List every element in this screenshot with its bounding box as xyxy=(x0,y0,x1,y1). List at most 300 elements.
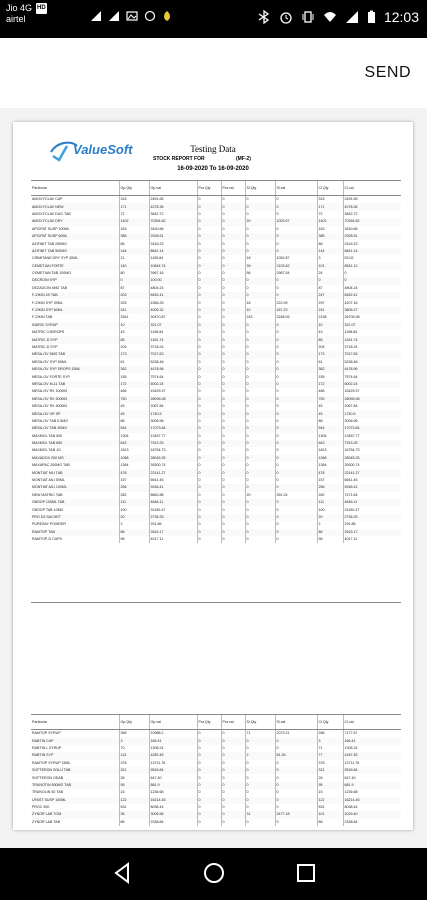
table-cell: 0 xyxy=(275,366,317,373)
table-cell: 13711.76 xyxy=(149,760,197,767)
stock-table-page2 xyxy=(31,714,401,826)
table-cell: 100 xyxy=(119,506,149,513)
table-cell: 0 xyxy=(221,226,245,233)
table-cell: 20 xyxy=(317,514,343,521)
table-cell: 2067.84 xyxy=(343,403,401,410)
table-cell: 0 xyxy=(221,730,245,738)
table-cell: 0 xyxy=(197,767,221,774)
table-cell: 376 xyxy=(119,760,149,767)
table-cell: 10 xyxy=(317,322,343,329)
table-cell: 0 xyxy=(275,373,317,380)
table-cell: 95 xyxy=(119,782,149,789)
table-cell: 0 xyxy=(221,536,245,543)
table-cell: F-ZIKIN SYP 60ML xyxy=(31,307,119,314)
column-header: Op.Qty xyxy=(119,181,149,196)
table-cell: 0 xyxy=(197,240,221,247)
table-cell: 86 xyxy=(119,819,149,826)
table-cell: 0 xyxy=(197,529,221,536)
table-cell: 45 xyxy=(119,410,149,417)
clock: 12:03 xyxy=(383,9,419,25)
table-cell: MAXMOL TAB 1G xyxy=(32,448,61,453)
table-row xyxy=(31,248,401,255)
table-cell: 315 xyxy=(317,196,343,204)
table-cell: 0 xyxy=(275,410,317,417)
table-cell: RAMTOP SYRUP xyxy=(32,731,61,736)
table-cell: 0 xyxy=(221,307,245,314)
table-row xyxy=(31,506,401,513)
table-cell: 0 xyxy=(245,403,275,410)
table-cell: 0 xyxy=(245,240,275,247)
table-cell: 0 xyxy=(275,329,317,336)
table-cell: 18 xyxy=(245,255,275,262)
table-cell: 0 xyxy=(197,410,221,417)
table-cell: MAXMOL TAB 500 xyxy=(32,433,63,438)
table-cell: 0 xyxy=(197,388,221,395)
table-cell: RAMTOP SYRUP 15ML xyxy=(32,760,71,765)
table-cell: 24 xyxy=(317,270,343,277)
table-cell: 26 xyxy=(119,774,149,781)
table-cell: 5238.46 xyxy=(343,359,401,366)
table-cell: 157 xyxy=(119,477,149,484)
table-cell: 0 xyxy=(245,469,275,476)
table-cell: 4017.11 xyxy=(149,536,197,543)
table-cell: 0 xyxy=(275,418,317,425)
column-header: Op.Qty xyxy=(119,715,149,730)
table-cell: 0 xyxy=(275,506,317,513)
table-cell: UFAST SUSP 100ML xyxy=(31,797,119,804)
table-cell: ONSOP 100ML TAB xyxy=(31,499,119,506)
hd-badge: HD xyxy=(36,3,47,14)
table-cell: 45 xyxy=(317,403,343,410)
table-cell: 0 xyxy=(275,433,317,440)
table-cell: 0 xyxy=(197,433,221,440)
table-cell: 72 xyxy=(119,211,149,218)
table-cell: 2103.62 xyxy=(275,263,317,270)
table-cell: 20 xyxy=(119,514,149,521)
table-cell: 0 xyxy=(245,359,275,366)
table-cell: 750 xyxy=(119,396,149,403)
table-cell: 18 xyxy=(245,299,275,306)
table-cell: 0 xyxy=(275,737,317,744)
table-cell: 0 xyxy=(275,499,317,506)
table-cell: 0 xyxy=(221,211,245,218)
table-cell: 0 xyxy=(275,226,317,233)
table-cell: TRUNOLIN 50 TAB xyxy=(32,790,64,795)
table-cell: 544 xyxy=(317,425,343,432)
table-cell: 0 xyxy=(275,285,317,292)
table-cell: 0 xyxy=(221,447,245,454)
table-row xyxy=(31,462,401,469)
table-cell: 0 xyxy=(245,226,275,233)
table-cell: 16754.73 xyxy=(343,447,401,454)
table-cell: AZIFINIT TAB 250MG xyxy=(32,241,67,246)
table-cell: 0 xyxy=(275,745,317,752)
table-cell: 0 xyxy=(221,248,245,255)
stock-table-page1 xyxy=(31,180,401,543)
table-cell: 21 xyxy=(119,255,149,262)
send-button[interactable]: SEND xyxy=(364,64,411,81)
table-cell: 0 xyxy=(221,366,245,373)
table-cell: 70354.62 xyxy=(343,218,401,225)
table-cell: 3642.72 xyxy=(149,211,197,218)
table-row xyxy=(31,270,401,277)
table-cell: 0 xyxy=(245,506,275,513)
table-cell: 0 xyxy=(197,226,221,233)
alarm-icon xyxy=(279,10,293,24)
table-cell: 0 xyxy=(119,277,149,284)
table-cell: 2067.84 xyxy=(149,403,197,410)
table-cell: 643 xyxy=(317,440,343,447)
table-cell: 122 xyxy=(119,797,149,804)
table-cell: 9516.84 xyxy=(149,767,197,774)
table-cell: 0 xyxy=(197,263,221,270)
table-cell: 0 xyxy=(245,447,275,454)
table-cell: 0 xyxy=(197,336,221,343)
column-header: Op.val xyxy=(149,181,197,196)
navigation-bar xyxy=(0,848,427,900)
table-row xyxy=(31,410,401,417)
table-cell: 0 xyxy=(275,403,317,410)
table-cell: 122 xyxy=(317,797,343,804)
table-cell: 0 xyxy=(275,469,317,476)
table-cell: 86 xyxy=(317,819,343,826)
table-row xyxy=(31,797,401,804)
table-cell: ZYNOR LAB TAB xyxy=(32,819,61,824)
table-cell: 2416.23 xyxy=(149,240,197,247)
table-cell: 3 xyxy=(119,737,149,744)
table-cell: 171 xyxy=(119,203,149,210)
table-cell: 2736.25 xyxy=(343,514,401,521)
table-cell: 0 xyxy=(275,277,317,284)
table-cell: 0 xyxy=(245,782,275,789)
table-cell: 0 xyxy=(275,440,317,447)
table-cell: MONTIAT MLI TAB xyxy=(31,469,119,476)
table-cell: 0 xyxy=(197,447,221,454)
table-cell: 4017.11 xyxy=(343,536,401,543)
table-cell: 171 xyxy=(317,203,343,210)
table-cell: 0 xyxy=(275,462,317,469)
column-header: Sl.val xyxy=(275,181,317,196)
table-cell: 8662.88 xyxy=(149,492,197,499)
table-cell: 0 xyxy=(275,211,317,218)
table-cell: 0 xyxy=(197,248,221,255)
table-cell: 0 xyxy=(275,514,317,521)
table-cell: 0 xyxy=(275,336,317,343)
table-cell: 0 xyxy=(197,344,221,351)
leaf-icon xyxy=(162,10,172,22)
table-row xyxy=(31,263,401,270)
table-cell: 26705.08 xyxy=(343,314,401,321)
table-cell: 2928.51 xyxy=(343,233,401,240)
table-cell: 0 xyxy=(245,211,275,218)
table-cell: 101 xyxy=(317,811,343,818)
table-cell: ONSOP TAB 10MG xyxy=(32,507,64,512)
table-cell: 0 xyxy=(245,804,275,811)
table-cell: 0 xyxy=(197,233,221,240)
report-subtitle-text: STOCK REPORT FOR xyxy=(153,156,205,162)
table-cell: 173 xyxy=(119,351,149,358)
table-cell: 2073.21 xyxy=(275,730,317,738)
table-cell: 0 xyxy=(343,277,401,284)
table-row xyxy=(31,514,401,521)
table-cell: 0 xyxy=(221,804,245,811)
table-cell: 86 xyxy=(119,529,149,536)
column-header: Particular xyxy=(31,181,119,196)
table-cell: MESA-OV XR SP xyxy=(31,410,119,417)
table-row xyxy=(31,767,401,774)
table-cell: 7913.25 xyxy=(343,440,401,447)
table-row xyxy=(31,789,401,796)
table-row xyxy=(31,745,401,752)
table-cell: 0 xyxy=(197,760,221,767)
table-cell: 0 xyxy=(275,359,317,366)
column-header: Cl.Qty xyxy=(317,181,343,196)
table-cell: 28095.08 xyxy=(343,396,401,403)
table-cell: 315 xyxy=(119,196,149,204)
table-header xyxy=(31,181,401,196)
table-row xyxy=(31,233,401,240)
table-cell: 0 xyxy=(197,366,221,373)
table-row xyxy=(31,782,401,789)
table-cell: 2928.51 xyxy=(149,233,197,240)
table-cell: 3642.72 xyxy=(343,211,401,218)
table-row xyxy=(31,388,401,395)
table-cell: MESA-OV SYP 60ML xyxy=(32,359,67,364)
table-cell: 53.02 xyxy=(343,255,401,262)
table-cell: 13457.77 xyxy=(343,433,401,440)
table-cell: 0 xyxy=(221,469,245,476)
table-cell: 0 xyxy=(245,285,275,292)
table-row xyxy=(31,218,401,225)
table-row xyxy=(31,811,401,818)
table-cell: 0 xyxy=(197,730,221,738)
table-cell: 1402 xyxy=(119,218,149,225)
table-cell: 0 xyxy=(221,760,245,767)
table-cell: 391.24 xyxy=(275,492,317,499)
table-cell: 0 xyxy=(275,388,317,395)
table-cell: AZIFINIT TAB 500MG xyxy=(31,248,119,255)
table-cell: 0 xyxy=(221,203,245,210)
table-row xyxy=(31,292,401,299)
table-cell: 1068 xyxy=(317,455,343,462)
table-row xyxy=(31,760,401,767)
table-cell: 101 xyxy=(317,263,343,270)
table-cell: 140 xyxy=(119,263,149,270)
table-cell: 2987.54 xyxy=(275,270,317,277)
table-row xyxy=(31,211,401,218)
table-cell: 86 xyxy=(317,529,343,536)
table-cell: 95 xyxy=(317,782,343,789)
column-header: Pur.val xyxy=(221,715,245,730)
table-cell: 1451.74 xyxy=(343,336,401,343)
table-cell: 144 xyxy=(317,248,343,255)
column-header: Sl.val xyxy=(275,715,317,730)
document-preview[interactable] xyxy=(0,108,427,848)
table-cell: 166.41 xyxy=(343,737,401,744)
table-cell: 3006.58 xyxy=(149,811,197,818)
table-cell: 362 xyxy=(317,366,343,373)
column-header: Pur.Qty xyxy=(197,181,221,196)
table-cell: 0 xyxy=(221,440,245,447)
table-cell: MESA-OV RX 100MG xyxy=(32,389,68,394)
table-cell: 100.00 xyxy=(149,277,197,284)
table-cell: 0 xyxy=(245,484,275,491)
table-cell: 681.9 xyxy=(343,782,401,789)
status-bar xyxy=(0,0,427,38)
table-cell: 2 xyxy=(119,521,149,528)
recents-icon[interactable] xyxy=(296,862,316,884)
table-cell: PROC 500 xyxy=(32,805,50,810)
table-cell: 0 xyxy=(275,521,317,528)
table-row xyxy=(31,336,401,343)
app-bar xyxy=(0,38,427,108)
table-cell: 172 xyxy=(317,381,343,388)
table-row xyxy=(31,366,401,373)
table-cell: 0 xyxy=(245,514,275,521)
table-cell: 0 xyxy=(275,782,317,789)
table-cell: 39300.74 xyxy=(149,462,197,469)
table-cell: 0 xyxy=(245,737,275,744)
table-row xyxy=(31,536,401,543)
table-cell: 0 xyxy=(221,196,245,204)
table-cell: 0 xyxy=(197,322,221,329)
table-cell: 0 xyxy=(197,196,221,204)
table-cell: 478 xyxy=(119,469,149,476)
table-cell: 291.86 xyxy=(343,521,401,528)
table-cell: 113 xyxy=(119,752,149,759)
table-row xyxy=(31,359,401,366)
table-cell: 1236.68 xyxy=(343,789,401,796)
back-icon[interactable] xyxy=(112,862,132,884)
table-cell: 1402 xyxy=(317,218,343,225)
table-cell: 1813 xyxy=(317,447,343,454)
table-cell: 6641.45 xyxy=(343,477,401,484)
column-header: Cl.val xyxy=(343,715,401,730)
table-cell: 0 xyxy=(197,299,221,306)
table-cell: 0 xyxy=(221,782,245,789)
table-cell: SOFTERON SOLU TAB xyxy=(31,767,119,774)
table-cell: 321.07 xyxy=(149,322,197,329)
table-cell: 362 xyxy=(119,366,149,373)
table-cell: 22141.27 xyxy=(343,469,401,476)
table-cell: 0 xyxy=(197,314,221,321)
table-cell: 8452.41 xyxy=(343,292,401,299)
table-cell: TRUNOTIN 500MG TAB xyxy=(31,782,119,789)
table-cell: PRO D3 SACHET xyxy=(31,514,119,521)
table-cell: 0 xyxy=(275,203,317,210)
table-cell: MESA-OV FORTE SYP xyxy=(32,374,70,379)
table-cell: NEW MATRIC TAB xyxy=(32,492,63,497)
home-icon[interactable] xyxy=(203,862,225,884)
table-cell: 96 xyxy=(119,536,149,543)
table-cell: 0 xyxy=(197,469,221,476)
table-cell: 2 xyxy=(245,752,275,759)
table-cell: 0 xyxy=(221,433,245,440)
table-cell: MAXMOL TAB 650 xyxy=(31,440,119,447)
gallery-icon xyxy=(126,10,138,22)
table-row xyxy=(31,737,401,744)
notification-icons xyxy=(90,10,172,22)
table-cell: MATRIC 0.5DROPS xyxy=(32,330,65,335)
table-cell: MESA-OV RX 200MG xyxy=(31,396,119,403)
table-cell: MESA-OV 5MG TAB xyxy=(31,351,119,358)
table-cell: 282 xyxy=(119,492,149,499)
battery-icon xyxy=(367,10,376,24)
table-cell: 681.9 xyxy=(149,782,197,789)
table-cell: 0 xyxy=(221,240,245,247)
table-cell: 0 xyxy=(275,292,317,299)
table-cell: 16214.45 xyxy=(343,797,401,804)
table-cell: 321.07 xyxy=(343,322,401,329)
table-row xyxy=(31,752,401,759)
column-header: Sl.Qty xyxy=(245,715,275,730)
table-cell: AMOXYCLAV NEW xyxy=(31,203,119,210)
table-cell: 2198 xyxy=(317,314,343,321)
table-cell: 0 xyxy=(221,484,245,491)
table-cell: 0 xyxy=(245,521,275,528)
table-cell: 43 xyxy=(119,329,149,336)
table-cell: 321 xyxy=(317,767,343,774)
table-cell: 0 xyxy=(275,455,317,462)
table-cell: 286 xyxy=(317,730,343,738)
table-cell: 10 xyxy=(119,322,149,329)
table-cell: 6002.24 xyxy=(343,381,401,388)
table-cell: 325 xyxy=(119,299,149,306)
table-cell: 0 xyxy=(197,484,221,491)
table-cell: 30470.87 xyxy=(149,314,197,321)
table-cell: 7574.64 xyxy=(343,373,401,380)
table-cell: 77 xyxy=(317,752,343,759)
table-cell: 247 xyxy=(317,292,343,299)
table-cell: 0 xyxy=(197,359,221,366)
table-cell: 0 xyxy=(221,506,245,513)
table-cell: 531 xyxy=(119,804,149,811)
table-row xyxy=(31,477,401,484)
table-cell: 3430.66 xyxy=(343,226,401,233)
table-cell: 0 xyxy=(275,196,317,204)
table-cell: 478 xyxy=(317,469,343,476)
table-cell: 3430.66 xyxy=(149,226,197,233)
table-cell: 8641.14 xyxy=(343,248,401,255)
table-cell: 0 xyxy=(275,396,317,403)
table-cell: 45 xyxy=(119,403,149,410)
table-cell: 0 xyxy=(197,782,221,789)
table-cell: 0 xyxy=(197,403,221,410)
table-cell: 2 xyxy=(317,521,343,528)
table-cell: 1364 xyxy=(119,462,149,469)
table-cell: 0 xyxy=(221,396,245,403)
table-cell: 0 xyxy=(245,499,275,506)
table-cell: 0 xyxy=(221,797,245,804)
table-cell: 3006.96 xyxy=(149,418,197,425)
table-cell: F-ZIKIN TAB xyxy=(32,315,53,320)
table-cell: 155 xyxy=(317,373,343,380)
table-cell: 0 xyxy=(275,248,317,255)
table-cell: 85 xyxy=(317,336,343,343)
signal-icon xyxy=(108,10,120,22)
bluetooth-icon xyxy=(257,10,271,24)
table-cell: 0 xyxy=(197,307,221,314)
table-row xyxy=(31,529,401,536)
table-cell: 43 xyxy=(317,329,343,336)
table-row xyxy=(31,203,401,210)
table-cell: 0 xyxy=(221,359,245,366)
report-page xyxy=(13,122,413,830)
table-cell: 0 xyxy=(221,218,245,225)
table-cell: 85 xyxy=(119,336,149,343)
table-cell: RAMTOP-D CAPS xyxy=(32,537,62,542)
table-cell: 0 xyxy=(245,322,275,329)
